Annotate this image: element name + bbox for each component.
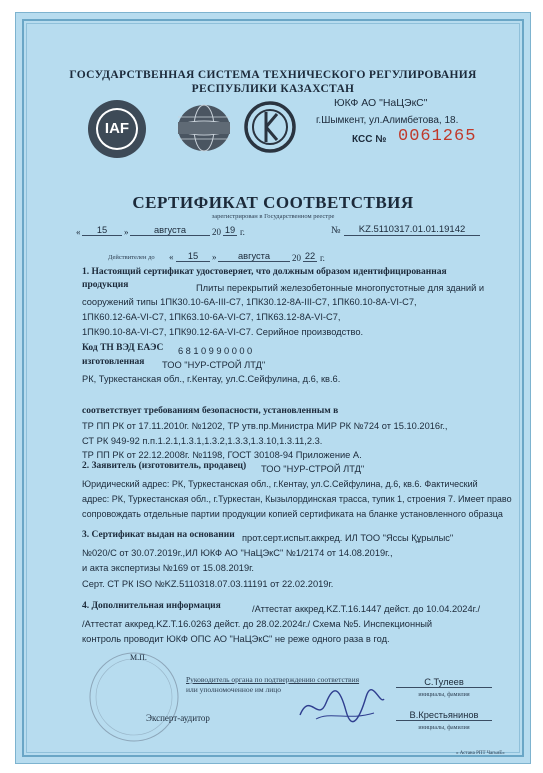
- kss-number: 0061265: [398, 127, 477, 146]
- applicant-line3: сопровождать отдельные партии продукции копией сертификата на бланке установленного образца: [82, 509, 503, 519]
- maker-label: изготовленная: [82, 357, 145, 367]
- basis-line3: и акта экспертизы №169 от 15.08.2019г.: [82, 563, 254, 573]
- reg-year: 19: [224, 225, 236, 235]
- product-line1: Плиты перекрытий железобетонные многопустотные для зданий и: [196, 283, 485, 293]
- ilac-globe-icon: [176, 103, 232, 153]
- basis-line4: Серт. СТ РК ISO №KZ.5110318.07.03.11191 от 22.02.2019г.: [82, 579, 334, 589]
- requirements-line2: СТ РК 949-92 п.п.1.2.1,1.3.1,1.3.2,1.3.3,1.3.10,1.3.11,2.3.: [82, 436, 323, 446]
- info-line2: /Аттестат аккред.KZ.T.16.0263 дейст. до 28.02.2024г./ Схема №5. Инспекционный: [82, 619, 433, 629]
- applicant-value: ТОО "НУР-СТРОЙ ЛТД": [261, 464, 365, 474]
- head-name-caption: инициалы, фамилия: [418, 692, 470, 698]
- issuer-address: г.Шымкент, ул.Алимбетова, 18.: [316, 115, 459, 126]
- info-line1: /Аттестат аккред.KZ.T.16.1447 дейст. до 10.04.2024г./: [252, 604, 481, 614]
- iaf-logo-text: IAF: [104, 120, 130, 137]
- requirements-line3: ТР ПП РК от 22.12.2008г. №1198, ГОСТ 30108-94 Приложение А.: [82, 450, 362, 460]
- valid-day: 15: [176, 251, 210, 262]
- product-line3: 1ПК60.12-6А-VI-С7, 1ПК63.10-6А-VI-С7, 1ПК63.12-8А-VI-С7,: [82, 312, 341, 322]
- applicant-line2: адрес: РК, Туркестанская обл., г.Туркестан, Кызылординская трасса, тупик 1, строения 7. Имеет право: [82, 494, 512, 504]
- applicant-label: 2. Заявитель (изготовитель, продавец): [82, 461, 247, 471]
- reg-month: августа: [130, 225, 210, 236]
- mp-label: М.П.: [130, 653, 147, 662]
- applicant-line1: Юридический адрес: РК, Туркестанская обл., г.Кентау, ул.С.Сейфулина, д.6, кв.6. Фактический: [82, 479, 478, 489]
- certificate-title: СЕРТИФИКАТ СООТВЕТСТВИЯ: [132, 193, 414, 212]
- valid-year-g: г.: [320, 253, 325, 263]
- valid-label: Действителен до: [108, 254, 155, 261]
- valid-month: августа: [218, 251, 290, 262]
- head-label-2: или уполномоченное им лицо: [186, 685, 282, 694]
- kss-label: КСС №: [352, 134, 387, 145]
- valid-year: 22: [304, 251, 316, 261]
- header-line1: ГОСУДАРСТВЕННАЯ СИСТЕМА ТЕХНИЧЕСКОГО РЕГУЛИРОВАНИЯ: [69, 69, 477, 81]
- valid-quote: «: [169, 252, 174, 262]
- info-label: 4. Дополнительная информация: [82, 601, 221, 611]
- ks-mark-icon: [244, 100, 296, 155]
- basis-line1: прот.серт.испыт.аккред. ИЛ ТОО "Яссы Құрылыс": [242, 533, 454, 543]
- tnved-value: 6810990000: [178, 346, 255, 356]
- product-label: продукция: [82, 280, 129, 290]
- cert-number-label: №: [331, 225, 341, 236]
- valid-year-prefix: 20: [292, 253, 301, 263]
- basis-label: 3. Сертификат выдан на основании: [82, 530, 235, 540]
- product-line4: 1ПК90.10-8А-VI-С7, 1ПК90.12-6А-VI-С7. Серийное производство.: [82, 327, 364, 337]
- tnved-label: Код ТН ВЭД ЕАЭС: [82, 343, 164, 353]
- reg-year-g: г.: [240, 227, 245, 237]
- cert-number: KZ.5110317.01.01.19142: [344, 224, 480, 236]
- certificate-subtitle: зарегистрирован в Государственном реестре: [211, 213, 335, 220]
- certificate-sheet: [15, 12, 531, 764]
- product-line2: сооружений типы 1ПК30.10-6А-III-С7, 1ПК30.12-8А-III-С7, 1ПК60.10-8А-VI-С7,: [82, 297, 417, 307]
- expert-label: Эксперт-аудитор: [146, 713, 210, 723]
- issuer-org: ЮКФ АО "НаЦЭкС": [334, 97, 428, 109]
- head-label-1: Руководитель органа по подтверждению соответствия: [186, 675, 360, 684]
- stamp-circle-icon: [86, 649, 182, 745]
- reg-year-prefix: 20: [212, 227, 221, 237]
- expert-name-caption: инициалы, фамилия: [418, 725, 470, 731]
- section1-heading: 1. Настоящий сертификат удостоверяет, что должным образом идентифицированная: [82, 267, 447, 277]
- valid-quote-close: »: [212, 252, 217, 262]
- reg-day-quote-close: »: [124, 227, 129, 237]
- head-name: С.Тулеев: [396, 677, 492, 688]
- footer-print: « Астана РПТ ЧагьиЕ»: [456, 751, 505, 756]
- signature-icon: [296, 685, 386, 725]
- maker-address: РК, Туркестанская обл., г.Кентау, ул.С.Сейфулина, д.6, кв.6.: [82, 374, 341, 384]
- maker-value: ТОО "НУР-СТРОЙ ЛТД": [162, 360, 266, 370]
- requirements-label: соответствует требованиям безопасности, установленным в: [82, 406, 339, 416]
- requirements-line1: ТР ПП РК от 17.11.2010г. №1202, ТР утв.пр.Министра МИР РК №724 от 15.10.2016г.,: [82, 421, 448, 431]
- info-line3: контроль проводит ЮКФ ОПС АО "НаЦЭкС" не реже одного раза в год.: [82, 634, 390, 644]
- header-line2: РЕСПУБЛИКИ КАЗАХСТАН: [191, 83, 355, 95]
- iaf-logo-icon: [86, 98, 148, 160]
- reg-day-quote: «: [76, 227, 81, 237]
- basis-line2: №020/С от 30.07.2019г.,ИЛ ЮКФ АО "НаЦЭкС" №1/2174 от 14.08.2019г.,: [82, 548, 393, 558]
- expert-name: В.Крестьянинов: [396, 710, 492, 721]
- reg-day: 15: [82, 225, 122, 236]
